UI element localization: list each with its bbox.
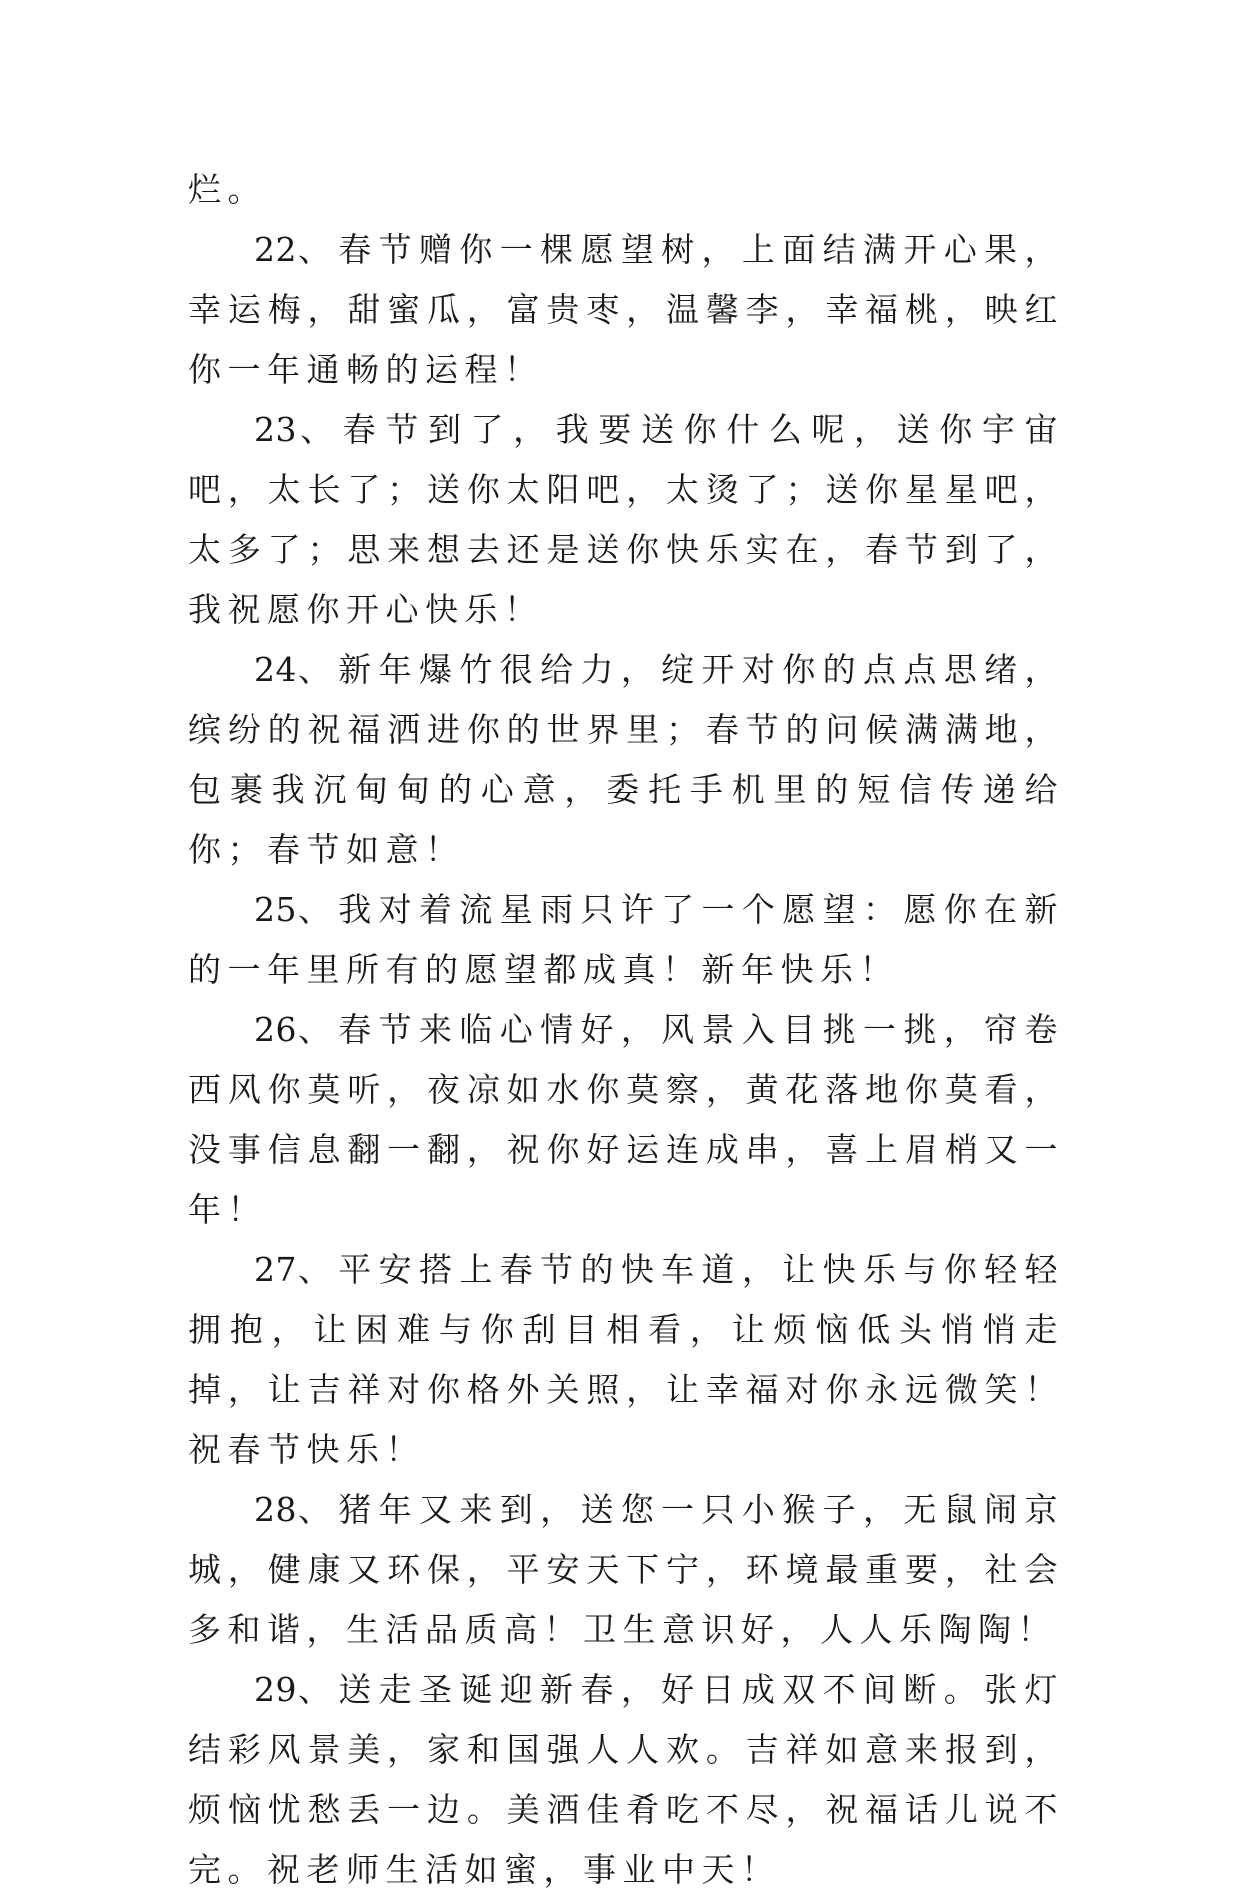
greeting-paragraph-23 [188, 400, 1064, 640]
greeting-paragraph-27 [188, 1240, 1064, 1480]
paragraph-text: 、春节来临心情好，风景入目挑一挑，帘卷西风你莫听，夜凉如水你莫察，黄花落地你莫看，没事信息翻一翻，祝你好运连成串，喜上眉梢又一年！ [188, 1010, 1064, 1229]
paragraph-text: 、春节到了，我要送你什么呢，送你宇宙吧，太长了；送你太阳吧，太烫了；送你星星吧，太多了；思来想去还是送你快乐实在，春节到了，我祝愿你开心快乐！ [188, 410, 1064, 629]
greeting-paragraph-28 [188, 1480, 1064, 1660]
greeting-paragraph-24 [188, 640, 1064, 880]
paragraph-fragment [188, 160, 1064, 220]
paragraph-number: 27 [254, 1250, 297, 1289]
paragraph-text: 、我对着流星雨只许了一个愿望：愿你在新的一年里所有的愿望都成真！新年快乐！ [188, 890, 1064, 989]
paragraph-text: 、平安搭上春节的快车道，让快乐与你轻轻拥抱，让困难与你刮目相看，让烦恼低头悄悄走掉，让吉祥对你格外关照，让幸福对你永远微笑！祝春节快乐！ [188, 1250, 1064, 1469]
paragraph-text: 、送走圣诞迎新春，好日成双不间断。张灯结彩风景美，家和国强人人欢。吉祥如意来报到，烦恼忧愁丢一边。美酒佳肴吃不尽，祝福话儿说不完。祝老师生活如蜜，事业中天！ [188, 1670, 1064, 1889]
paragraph-text: 、猪年又来到，送您一只小猴子，无鼠闹京城，健康又环保，平安天下宁，环境最重要，社会多和谐，生活品质高！卫生意识好，人人乐陶陶！ [188, 1490, 1064, 1649]
paragraph-text: 烂。 [188, 170, 267, 209]
paragraph-number: 24 [254, 650, 297, 689]
greeting-paragraph-26 [188, 1000, 1064, 1240]
paragraph-number: 23 [254, 410, 297, 449]
greeting-paragraph-22 [188, 220, 1064, 400]
paragraph-text: 、春节赠你一棵愿望树，上面结满开心果，幸运梅，甜蜜瓜，富贵枣，温馨李，幸福桃，映红你一年通畅的运程！ [188, 230, 1064, 389]
paragraph-text: 、新年爆竹很给力，绽开对你的点点思绪，缤纷的祝福洒进你的世界里；春节的问候满满地，包裹我沉甸甸的心意，委托手机里的短信传递给你；春节如意！ [188, 650, 1064, 869]
greeting-paragraph-25 [188, 880, 1064, 1000]
paragraph-number: 29 [254, 1670, 297, 1709]
greeting-paragraph-29 [188, 1660, 1064, 1900]
paragraph-number: 25 [254, 890, 297, 929]
paragraph-number: 26 [254, 1010, 297, 1049]
document-body [188, 160, 1064, 1900]
paragraph-number: 28 [254, 1490, 297, 1529]
paragraph-number: 22 [254, 230, 297, 269]
